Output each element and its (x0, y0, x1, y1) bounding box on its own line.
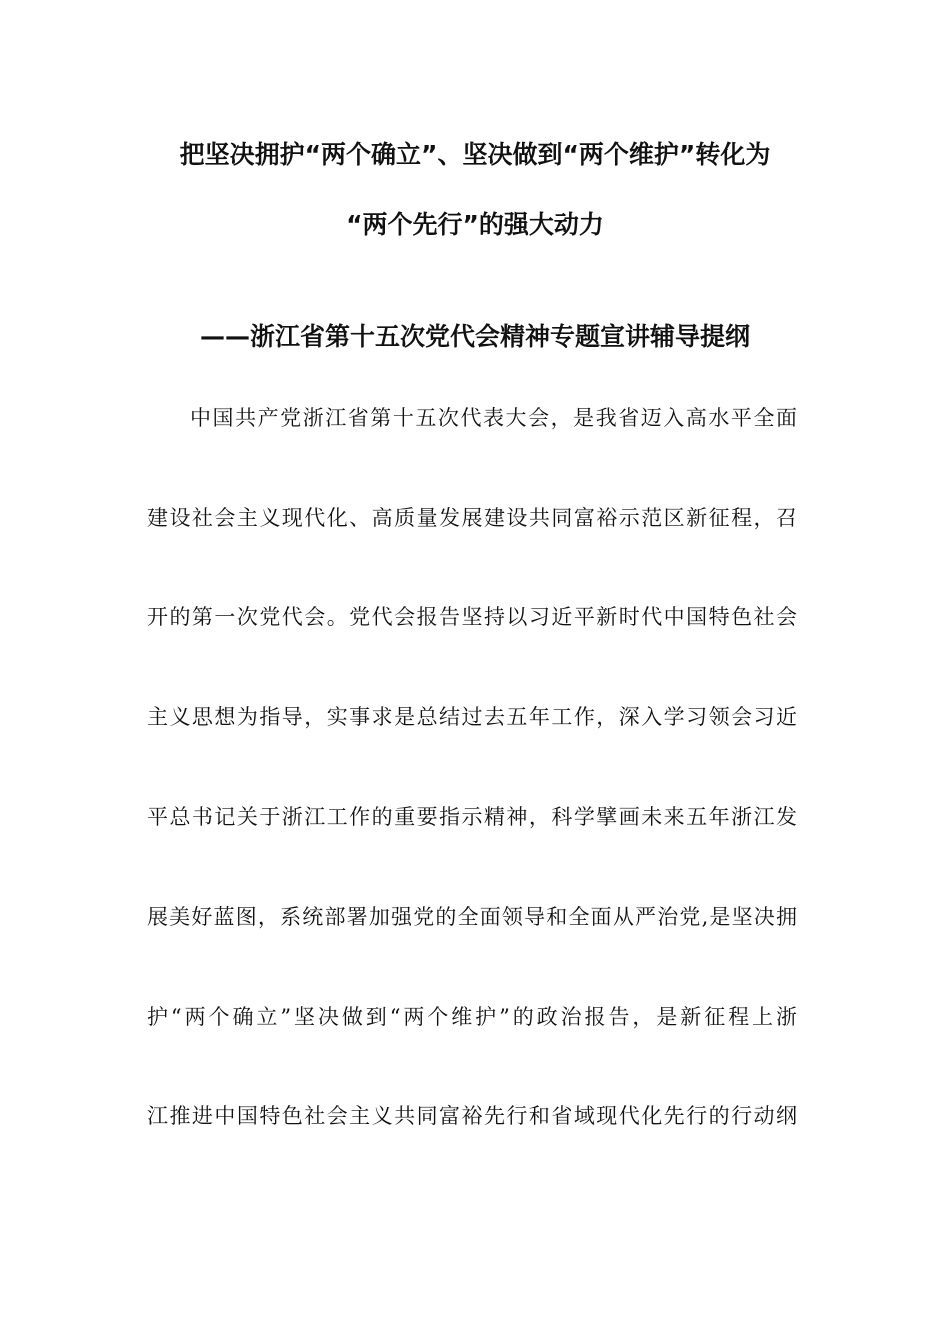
document-subtitle: ——浙江省第十五次党代会精神专题宣讲辅导提纲 (199, 322, 750, 351)
body-text-line: 建设社会主义现代化、高质量发展建设共同富裕示范区新征程，召 (147, 506, 797, 530)
body-text-line: 展美好蓝图，系统部署加强党的全面领导和全面从严治党,是坚决拥 (147, 905, 797, 929)
body-text-line: 护“两个确立”坚决做到“两个维护”的政治报告，是新征程上浙 (147, 1005, 797, 1029)
body-text-line: 平总书记关于浙江工作的重要指示精神，科学擘画未来五年浙江发 (147, 805, 797, 829)
document-title-line-2: “两个先行”的强大动力 (346, 210, 604, 239)
body-text-line: 主义思想为指导，实事求是总结过去五年工作，深入学习领会习近 (147, 705, 797, 729)
body-text-line: 中国共产党浙江省第十五次代表大会，是我省迈入高水平全面 (190, 406, 797, 430)
body-text-line: 开的第一次党代会。党代会报告坚持以习近平新时代中国特色社会 (147, 605, 797, 629)
document-title-line-1: 把坚决拥护“两个确立”、坚决做到“两个维护”转化为 (179, 140, 771, 169)
body-text-line: 江推进中国特色社会主义共同富裕先行和省域现代化先行的行动纲 (147, 1104, 797, 1128)
